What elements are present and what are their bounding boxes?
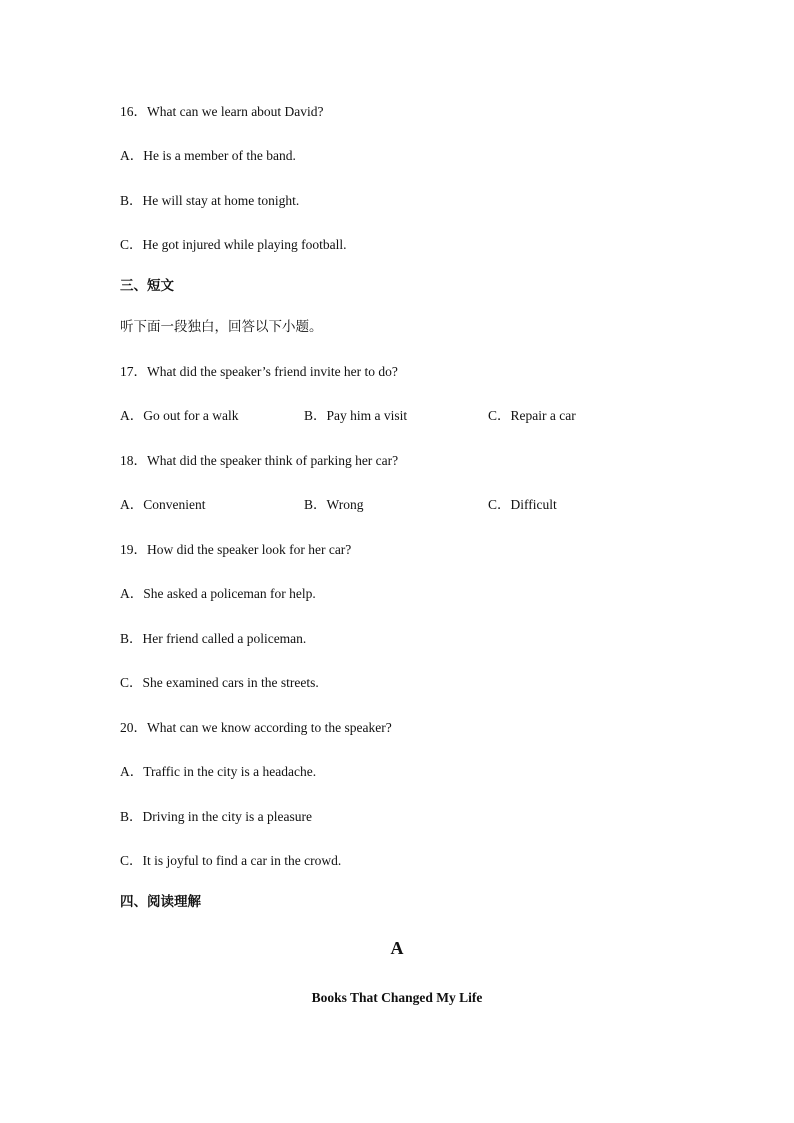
question-18-option-b: B．Wrong	[304, 497, 364, 512]
section-4-heading: 四、阅读理解	[120, 894, 201, 910]
question-18-option-c: C．Difficult	[488, 497, 557, 512]
question-19-option-a: A．She asked a policeman for help.	[120, 586, 316, 601]
section-3-instruction: 听下面一段独白，回答以下小题。	[120, 319, 323, 335]
question-18-options	[120, 496, 680, 514]
question-16-option-b: B．He will stay at home tonight.	[120, 193, 300, 208]
question-20-option-c: C．It is joyful to find a car in the crowd.	[120, 853, 342, 868]
passage-part-label: A	[390, 938, 404, 958]
question-16: 16．What can we learn about David?	[120, 104, 324, 119]
question-20-option-a: A．Traffic in the city is a headache.	[120, 764, 317, 779]
passage-title: Books That Changed My Life	[311, 990, 483, 1005]
question-18: 18．What did the speaker think of parking her car?	[120, 453, 399, 468]
question-17: 17．What did the speaker’s friend invite her to do?	[120, 364, 398, 379]
question-18-option-a: A．Convenient	[120, 497, 206, 512]
question-19-option-b: B．Her friend called a policeman.	[120, 631, 307, 646]
question-16-option-c: C．He got injured while playing football.	[120, 237, 347, 252]
question-17-options	[120, 407, 680, 425]
question-16-option-a: A．He is a member of the band.	[120, 148, 296, 163]
question-20-option-b: B．Driving in the city is a pleasure	[120, 809, 312, 824]
question-19: 19．How did the speaker look for her car?	[120, 542, 352, 557]
question-19-option-c: C．She examined cars in the streets.	[120, 675, 319, 690]
question-20: 20．What can we know according to the speaker?	[120, 720, 392, 735]
question-17-option-b: B．Pay him a visit	[304, 408, 408, 423]
question-17-option-c: C．Repair a car	[488, 408, 576, 423]
section-3-heading: 三、短文	[120, 278, 174, 294]
question-17-option-a: A．Go out for a walk	[120, 408, 239, 423]
